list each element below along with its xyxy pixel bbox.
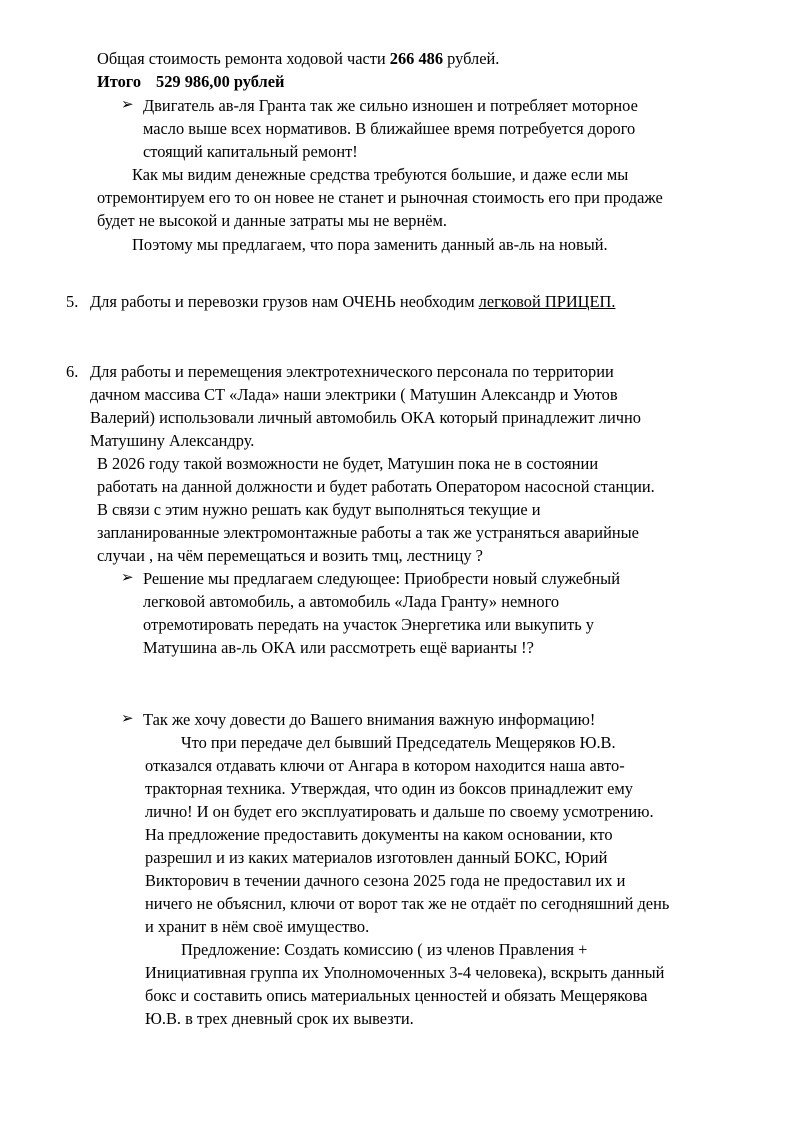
proposal-line-1: Предложение: Создать комиссию ( из членов Правления + — [181, 940, 588, 959]
item6-line-3: Валерий) использовали личный автомобиль ОКА который принадлежит лично — [90, 408, 641, 427]
situation-line-2: работать на данной должности и будет работать Оператором насосной станции. — [97, 477, 655, 496]
arrow-bullet-icon: ➢ — [121, 97, 134, 113]
cost-paragraph-line-1: Как мы видим денежные средства требуются большие, и даже если мы — [132, 165, 629, 184]
situation-line-1: В 2026 году такой возможности не будет, Матушин пока не в состоянии — [97, 454, 599, 473]
item5-underlined: легковой ПРИЦЕП. — [478, 292, 616, 311]
situation-line-3: В связи с этим нужно решать как будут выполняться текущие и — [97, 500, 541, 519]
item6-line-2: дачном массива СТ «Лада» наши электрики ( Матушин Александр и Уютов — [90, 385, 618, 404]
situation-line-4: запланированные электромонтажные работы а так же устраняться аварийные — [97, 523, 639, 542]
grand-total-amount: 529 986,00 рублей — [156, 72, 285, 91]
arrow-bullet-icon: ➢ — [121, 570, 134, 586]
item6-line-4: Матушину Александру. — [90, 431, 255, 450]
info-line-1: Так же хочу довести до Вашего внимания важную информацию! — [143, 710, 596, 729]
grand-total-label: Итого — [97, 72, 142, 91]
item5-number: 5. — [66, 292, 79, 311]
info-line-7: разрешил и из каких материалов изготовлен данный БОКС, Юрий — [145, 848, 608, 867]
cost-paragraph-line-2: отремонтируем его то он новее не станет и рыночная стоимость его при продаже — [97, 188, 663, 207]
proposal-line-3: бокс и составить опись материальных ценностей и обязать Мещерякова — [145, 986, 648, 1005]
item5-line — [90, 290, 615, 313]
item6-line-1: Для работы и перемещения электротехнического персонала по территории — [90, 362, 614, 381]
info-line-4: тракторная техника. Утверждая, что один из боксов принадлежит ему — [145, 779, 634, 798]
engine-note-line-1: Двигатель ав-ля Гранта так же сильно изношен и потребляет моторное — [143, 96, 638, 115]
repair-total-prefix: Общая стоимость ремонта ходовой части — [97, 49, 390, 68]
proposal-line-2: Инициативная группа их Уполномоченных 3-4 человека), вскрыть данный — [145, 963, 665, 982]
situation-line-5: случаи , на чём перемещаться и возить тмц, лестницу ? — [97, 546, 483, 565]
info-line-9: ничего не объяснил, ключи от ворот так же не отдаёт по сегодняшний день — [145, 894, 670, 913]
engine-note-line-2: масло выше всех нормативов. В ближайшее время потребуется дорого — [143, 119, 636, 138]
item5-text: Для работы и перевозки грузов нам ОЧЕНЬ необходим — [90, 292, 479, 311]
solution-line-4: Матушина ав-ль ОКА или рассмотреть ещё варианты !? — [143, 638, 534, 657]
grand-total-line — [97, 70, 284, 93]
arrow-bullet-icon: ➢ — [121, 711, 134, 727]
info-line-2: Что при передаче дел бывший Председатель Мещеряков Ю.В. — [181, 733, 616, 752]
info-line-8: Викторович в течении дачного сезона 2025 года не предоставил их и — [145, 871, 626, 890]
repair-total-line — [97, 47, 499, 70]
engine-note-line-3: стоящий капитальный ремонт! — [143, 142, 358, 161]
replace-paragraph: Поэтому мы предлагаем, что пора заменить данный ав-ль на новый. — [132, 235, 608, 254]
cost-paragraph-line-3: будет не высокой и данные затраты мы не вернём. — [97, 211, 447, 230]
repair-total-amount: 266 486 — [389, 49, 444, 68]
item6-number: 6. — [66, 362, 79, 381]
repair-total-suffix: рублей. — [443, 49, 500, 68]
info-line-10: и хранит в нём своё имущество. — [145, 917, 370, 936]
solution-line-2: легковой автомобиль, а автомобиль «Лада Гранту» немного — [143, 592, 560, 611]
info-line-5: лично! И он будет его эксплуатировать и дальше по своему усмотрению. — [145, 802, 654, 821]
solution-line-3: отремотировать передать на участок Энергетика или выкупить у — [143, 615, 594, 634]
proposal-line-4: Ю.В. в трех дневный срок их вывезти. — [145, 1009, 414, 1028]
info-line-6: На предложение предоставить документы на каком основании, кто — [145, 825, 613, 844]
solution-line-1: Решение мы предлагаем следующее: Приобрести новый служебный — [143, 569, 620, 588]
info-line-3: отказался отдавать ключи от Ангара в котором находится наша авто- — [145, 756, 625, 775]
